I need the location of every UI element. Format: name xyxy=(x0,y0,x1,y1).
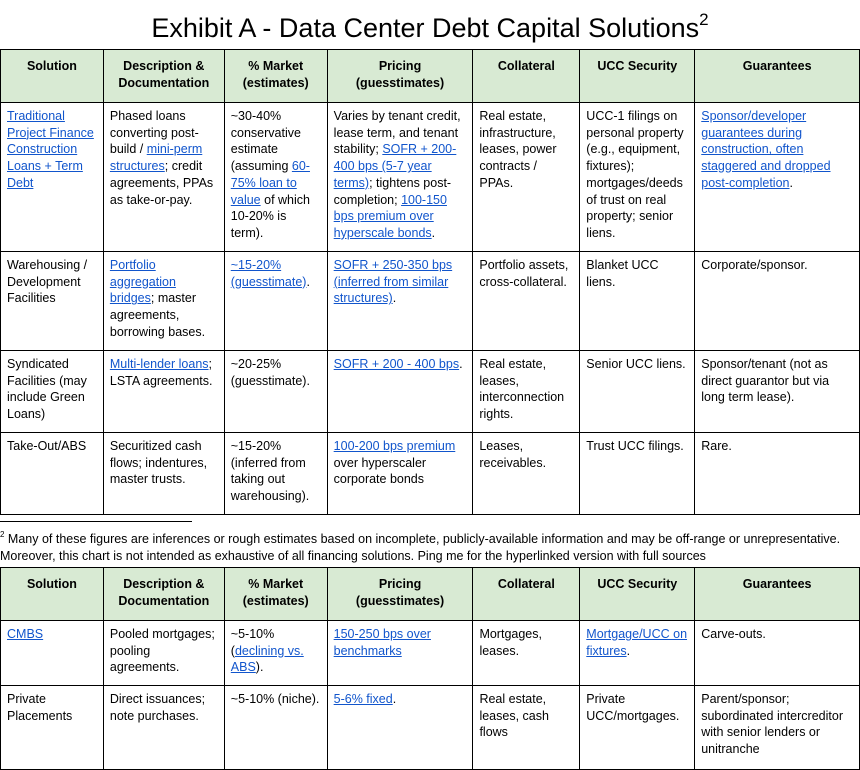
cell-solution: Warehousing / Development Facilities xyxy=(1,252,104,351)
cell-market xyxy=(224,621,327,686)
link-mini-perm[interactable]: mini-perm structures xyxy=(109,142,203,174)
table-row xyxy=(1,252,860,351)
table-row xyxy=(1,686,860,770)
link-mortgage-ucc[interactable]: Mortgage/UCC on fixtures xyxy=(586,627,688,658)
title-footnote-marker: 2 xyxy=(699,10,709,29)
link-sponsor-guarantees[interactable]: Sponsor/developer guarantees during construction, often staggered and dropped post-completion xyxy=(701,109,831,190)
cell-solution xyxy=(1,621,104,686)
table-row xyxy=(1,351,860,433)
text: . xyxy=(306,274,310,289)
debt-solutions-table-1 xyxy=(0,49,860,515)
cell-description xyxy=(103,252,224,351)
header-market: % Market (estimates) xyxy=(224,50,327,103)
cell-solution: Syndicated Facilities (may include Green Loans) xyxy=(1,351,104,433)
text: of which 10-20% is term). xyxy=(230,192,310,240)
cell-pricing xyxy=(327,351,473,433)
header-pricing: Pricing (guesstimates) xyxy=(327,50,473,103)
header-collateral: Collateral xyxy=(473,50,580,103)
link-loan-to-value[interactable]: 60-75% loan to value xyxy=(230,159,310,207)
cell-pricing xyxy=(327,621,473,686)
text: ; credit agreements, PPAs as take-or-pay. xyxy=(109,159,214,207)
text: ; tightens post-completion; xyxy=(333,175,452,207)
cell-guarantees: Parent/sponsor; subordinated intercreditor with senior lenders or unitranche xyxy=(695,686,860,770)
cell-ucc: Trust UCC filings. xyxy=(580,433,695,515)
link-declining-vs-abs[interactable]: declining vs. ABS xyxy=(230,643,304,675)
cell-guarantees: Rare. xyxy=(695,433,860,515)
link-hyperscale-premium[interactable]: 100-150 bps premium over hyperscale bonds xyxy=(333,192,447,240)
text: . xyxy=(626,643,631,658)
footnote xyxy=(0,527,860,565)
header-ucc-security: UCC Security xyxy=(580,50,695,103)
cell-ucc: Senior UCC liens. xyxy=(580,351,695,433)
footnote-divider xyxy=(0,521,192,522)
link-cmbs[interactable]: CMBS xyxy=(7,627,44,641)
cell-solution: Take-Out/ABS xyxy=(1,433,104,515)
cell-collateral: Real estate, leases, cash flows xyxy=(473,686,580,770)
footnote-text: Many of these figures are inferences or rough estimates based on incomplete, publicly-available information and may be off-range or unrepresentative. Moreover, this chart is not intended as exhaustive of all financing solutions. Ping me for the hyperlinked version with full sources xyxy=(0,532,841,564)
text: ~5-10% ( xyxy=(230,627,275,658)
text: ; master agreements, borrowing bases. xyxy=(109,291,206,339)
cell-ucc: Blanket UCC liens. xyxy=(580,252,695,351)
cell-ucc: Private UCC/mortgages. xyxy=(580,686,695,770)
cell-ucc: UCC-1 filings on personal property (e.g., equipment, fixtures); mortgages/deeds of trust on real property; senior liens. xyxy=(580,103,695,252)
cell-guarantees xyxy=(695,103,860,252)
cell-description: Securitized cash flows; indentures, master trusts. xyxy=(103,433,224,515)
header-solution: Solution xyxy=(1,568,104,621)
cell-market: ~20-25% (guesstimate). xyxy=(224,351,327,433)
table-header-row xyxy=(1,568,860,621)
link-sofr-200-400-syndicated[interactable]: SOFR + 200 - 400 bps xyxy=(333,357,460,371)
cell-market xyxy=(224,103,327,252)
header-pricing: Pricing (guesstimates) xyxy=(327,568,473,621)
cell-ucc xyxy=(580,621,695,686)
cell-guarantees: Carve-outs. xyxy=(695,621,860,686)
footnote-marker: 2 xyxy=(0,530,5,539)
cell-description: Pooled mortgages; pooling agreements. xyxy=(103,621,224,686)
link-sofr-200-400[interactable]: SOFR + 200-400 bps (5-7 year terms) xyxy=(333,142,457,190)
cell-guarantees: Corporate/sponsor. xyxy=(695,252,860,351)
cell-description xyxy=(103,351,224,433)
cell-description: Direct issuances; note purchases. xyxy=(103,686,224,770)
link-sofr-250-350[interactable]: SOFR + 250-350 bps (inferred from similar structures) xyxy=(333,258,453,306)
header-collateral: Collateral xyxy=(473,568,580,621)
cell-pricing xyxy=(327,103,473,252)
header-ucc-security: UCC Security xyxy=(580,568,695,621)
link-150-250-bps[interactable]: 150-250 bps over benchmarks xyxy=(333,627,431,658)
text: . xyxy=(431,225,436,240)
text: . xyxy=(392,291,397,306)
text: . xyxy=(459,357,463,371)
header-market: % Market (estimates) xyxy=(224,568,327,621)
link-multi-lender[interactable]: Multi-lender loans xyxy=(109,357,209,371)
table-row xyxy=(1,621,860,686)
cell-collateral: Real estate, leases, interconnection rights. xyxy=(473,351,580,433)
cell-collateral: Leases, receivables. xyxy=(473,433,580,515)
cell-collateral: Portfolio assets, cross-collateral. xyxy=(473,252,580,351)
text: ). xyxy=(255,660,264,675)
cell-solution: Private Placements xyxy=(1,686,104,770)
link-traditional-project-finance[interactable]: Traditional Project Finance Construction Loans + Term Debt xyxy=(7,109,94,190)
cell-market: ~5-10% (niche). xyxy=(224,686,327,770)
link-portfolio-aggregation[interactable]: Portfolio aggregation bridges xyxy=(109,258,176,306)
cell-pricing xyxy=(327,252,473,351)
debt-solutions-table-2 xyxy=(0,567,860,770)
text: ~30-40% conservative estimate (assuming xyxy=(230,109,301,174)
cell-description xyxy=(103,103,224,252)
cell-solution xyxy=(1,103,104,252)
cell-collateral: Mortgages, leases. xyxy=(473,621,580,686)
header-description: Description & Documentation xyxy=(103,50,224,103)
header-solution: Solution xyxy=(1,50,104,103)
header-guarantees: Guarantees xyxy=(695,50,860,103)
page-title xyxy=(0,4,860,46)
table-row xyxy=(1,103,860,252)
text: over hyperscaler corporate bonds xyxy=(333,455,427,487)
cell-guarantees: Sponsor/tenant (not as direct guarantor but via long term lease). xyxy=(695,351,860,433)
table-header-row xyxy=(1,50,860,103)
cell-pricing xyxy=(327,686,473,770)
cell-pricing xyxy=(327,433,473,515)
table-row xyxy=(1,433,860,515)
link-100-200-premium[interactable]: 100-200 bps premium xyxy=(333,439,456,453)
cell-market xyxy=(224,252,327,351)
cell-market: ~15-20% (inferred from taking out warehousing). xyxy=(224,433,327,515)
link-guesstimate[interactable]: ~15-20% (guesstimate) xyxy=(230,258,307,289)
text: Varies by tenant credit, lease term, and tenant stability; xyxy=(333,109,461,157)
cell-collateral: Real estate, infrastructure, leases, power contracts / PPAs. xyxy=(473,103,580,252)
header-description: Description & Documentation xyxy=(103,568,224,621)
title-text: Exhibit A - Data Center Debt Capital Solutions xyxy=(151,13,700,43)
text: . xyxy=(789,175,793,190)
text: ; LSTA agreements. xyxy=(109,357,213,388)
text: Phased loans converting post-build / xyxy=(109,109,199,157)
link-5-6-fixed[interactable]: 5-6% fixed xyxy=(333,692,393,706)
header-guarantees: Guarantees xyxy=(695,568,860,621)
text: . xyxy=(392,692,397,706)
